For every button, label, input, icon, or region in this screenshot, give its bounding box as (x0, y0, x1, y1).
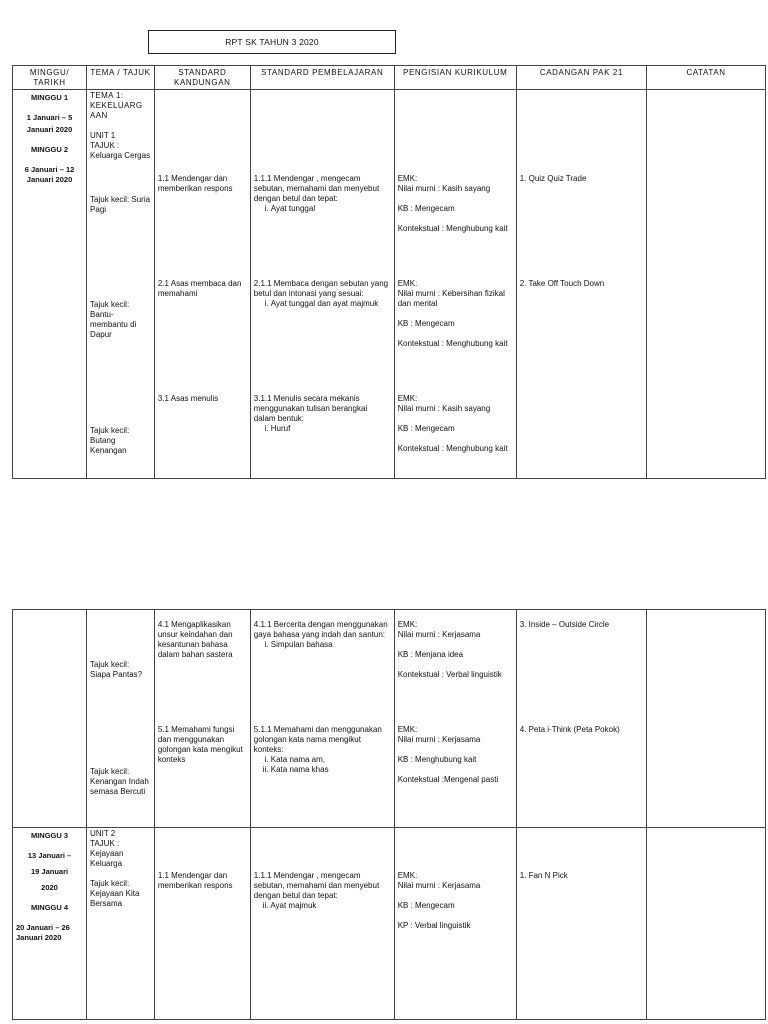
emk-label: EMK: (397, 725, 418, 734)
sp-text: 1.1.1 Mendengar , mengecam sebutan, memahami dan menyebut dengan betul dan tepat: (253, 174, 380, 203)
tajuk-kecil: Tajuk kecil: Bantu-membantu di Dapur (90, 300, 137, 339)
sk-text: 5.1 Memahami fungsi dan menggunakan golongan kata mengikut konteks (157, 725, 243, 764)
kontekstual-text: Kontekstual :Mengenal pasti (397, 775, 499, 784)
standard-kandungan-cell (154, 828, 250, 1020)
sk-text: 1.1 Mendengar dan memberikan respons (157, 871, 233, 890)
sp-text: 2.1.1 Membaca dengan sebutan yang betul dan intonasi yang sesuai: (253, 279, 389, 298)
pk-block (398, 174, 513, 234)
tarikh-text: 6 Januari – 12 Januari 2020 (24, 165, 75, 184)
pk-block (398, 279, 513, 349)
pak21-item: 1. Fan N Pick (519, 871, 568, 880)
sp-list-item: i. Kata nama am, (271, 755, 391, 765)
tema-cell (87, 90, 155, 479)
tajuk-kecil: Tajuk kecil: Siapa Pantas? (90, 660, 143, 679)
minggu-cell (13, 610, 87, 828)
cadangan-pak21-cell (516, 90, 646, 479)
emk-label: EMK: (397, 620, 418, 629)
pk-block (398, 725, 513, 785)
sk-text: 4.1 Mengaplikasikan unsur keindahan dan kesantunan bahasa dalam bahan sastera (157, 620, 233, 659)
standard-pembelajaran-cell (250, 610, 394, 828)
minggu-label: MINGGU 2 (30, 145, 69, 154)
table-row (13, 90, 766, 479)
kb-text: KB : Mengecam (397, 204, 455, 213)
sp-list-item: i. Ayat tunggal (271, 204, 391, 214)
tarikh-text: 1 Januari – 5 (26, 113, 73, 122)
nilai-text: Nilai murni : Kerjasama (397, 881, 481, 890)
sp-text: 5.1.1 Memahami dan menggunakan golongan kata nama mengikut konteks: (253, 725, 382, 754)
pengisian-kurikulum-cell (394, 90, 516, 479)
sp-block (254, 394, 391, 434)
rpt-table-page-1 (12, 65, 766, 479)
nilai-text: Nilai murni : Kerjasama (397, 630, 481, 639)
catatan-cell (647, 90, 766, 479)
emk-label: EMK: (397, 174, 418, 183)
sp-list-item: i. Ayat tunggal dan ayat majmuk (271, 299, 391, 309)
pak21-item: 1. Quiz Quiz Trade (519, 174, 587, 183)
cadangan-pak21-cell (516, 828, 646, 1020)
kontekstual-text: Kontekstual : Menghubung kait (397, 224, 508, 233)
sp-block (254, 871, 391, 911)
standard-kandungan-cell (154, 610, 250, 828)
tajuk-kecil: Tajuk kecil: Butang Kenangan (90, 426, 130, 455)
tajuk-kecil: Tajuk kecil: Kenangan Indah semasa Bercuti (90, 767, 149, 796)
document-title: RPT SK TAHUN 3 2020 (148, 30, 396, 54)
tarikh-text: 19 Januari (30, 867, 69, 876)
header-pengisian-kurikulum: PENGISIAN KURIKULUM (394, 66, 516, 90)
sp-block (254, 620, 391, 650)
tajuk-text: Keluarga Cergas (90, 151, 151, 160)
standard-kandungan-cell (154, 90, 250, 479)
sk-text: 1.1 Mendengar dan memberikan respons (157, 174, 233, 193)
catatan-cell (647, 828, 766, 1020)
pk-block (398, 394, 513, 454)
header-catatan: CATATAN (647, 66, 766, 90)
sp-text: 1.1.1 Mendengar , mengecam sebutan, memahami dan menyebut dengan betul dan tepat: (253, 871, 380, 900)
kontekstual-text: Kontekstual : Menghubung kait (397, 444, 508, 453)
unit-label: UNIT 2 (90, 829, 116, 838)
minggu-cell (13, 90, 87, 479)
sp-block (254, 174, 391, 214)
tarikh-text: 13 Januari – (27, 851, 72, 860)
tema-cell (87, 610, 155, 828)
nilai-text: Nilai murni : Kasih sayang (397, 184, 491, 193)
sp-block (254, 725, 391, 775)
nilai-text: Nilai murni : Kebersihan fizikal dan mental (397, 289, 505, 308)
tajuk-kecil: Tajuk kecil: Kejayaan Kita Bersama (90, 879, 140, 908)
minggu-label: MINGGU 3 (30, 831, 69, 840)
unit-label: UNIT 1 (90, 131, 116, 140)
sk-text: 3.1 Asas menulis (157, 394, 219, 403)
nilai-text: Nilai murni : Kasih sayang (397, 404, 491, 413)
standard-pembelajaran-cell (250, 828, 394, 1020)
pak21-item: 3. Inside – Outside Circle (519, 620, 610, 629)
kontekstual-text: Kontekstual : Verbal linguistik (397, 670, 502, 679)
kb-text: KB : Mengecam (397, 901, 455, 910)
tarikh-text: Januari 2020 (26, 125, 73, 134)
cadangan-pak21-cell (516, 610, 646, 828)
tema-cell (87, 828, 155, 1020)
pengisian-kurikulum-cell (394, 828, 516, 1020)
tajuk-kecil: Tajuk kecil: Suria Pagi (90, 195, 151, 214)
tajuk-label: TAJUK : (90, 839, 120, 848)
nilai-text: Nilai murni : Kerjasama (397, 735, 481, 744)
kb-text: KB : Mengecam (397, 424, 455, 433)
pak21-item: 4. Peta i-Think (Peta Pokok) (519, 725, 620, 734)
kontekstual-text: Kontekstual : Menghubung kait (397, 339, 508, 348)
header-cadangan-pak21: CADANGAN PAK 21 (516, 66, 646, 90)
pk-block (398, 620, 513, 680)
tarikh-text: 2020 (41, 883, 58, 892)
pak21-item: 2. Take Off Touch Down (519, 279, 605, 288)
standard-pembelajaran-cell (250, 90, 394, 479)
minggu-cell (13, 828, 87, 1020)
sp-block (254, 279, 391, 309)
header-standard-pembelajaran: STANDARD PEMBELAJARAN (250, 66, 394, 90)
header-minggu: MINGGU/ TARIKH (13, 66, 87, 90)
emk-label: EMK: (397, 394, 418, 403)
tarikh-text: 20 Januari – 26 Januari 2020 (16, 923, 70, 942)
sp-list-item: ii. Ayat majmuk (262, 901, 317, 910)
pengisian-kurikulum-cell (394, 610, 516, 828)
sp-list-item: i. Huruf (271, 424, 391, 434)
emk-label: EMK: (397, 871, 418, 880)
header-row (13, 66, 766, 90)
sp-list-item: i. Simpulan bahasa (271, 640, 391, 650)
kp-text: KP : Verbal linguistik (397, 921, 471, 930)
minggu-label: MINGGU 4 (30, 903, 69, 912)
tajuk-label: TAJUK : (90, 141, 120, 150)
header-tema: TEMA / TAJUK (87, 66, 155, 90)
kb-text: KB : Mengecam (397, 319, 455, 328)
sp-text: 3.1.1 Menulis secara mekanis menggunakan tulisan berangkai dalam bentuk: (253, 394, 368, 423)
emk-label: EMK: (397, 279, 418, 288)
sp-list-item: ii. Kata nama khas (271, 765, 391, 775)
header-standard-kandungan: STANDARD KANDUNGAN (154, 66, 250, 90)
rpt-table-page-2 (12, 609, 766, 1020)
kb-text: KB : Menghubung kait (397, 755, 477, 764)
catatan-cell (647, 610, 766, 828)
pk-block (398, 871, 513, 931)
sp-text: 4.1.1 Bercerita dengan menggunakan gaya bahasa yang indah dan santun: (253, 620, 388, 639)
minggu-label: MINGGU 1 (30, 93, 69, 102)
table-row (13, 610, 766, 828)
kb-text: KB : Menjana idea (397, 650, 464, 659)
tema-title: TEMA 1: KEKELUARG AAN (90, 91, 143, 120)
tajuk-text: Kejayaan Keluarga (90, 849, 124, 868)
sk-text: 2.1 Asas membaca dan memahami (157, 279, 242, 298)
table-row (13, 828, 766, 1020)
